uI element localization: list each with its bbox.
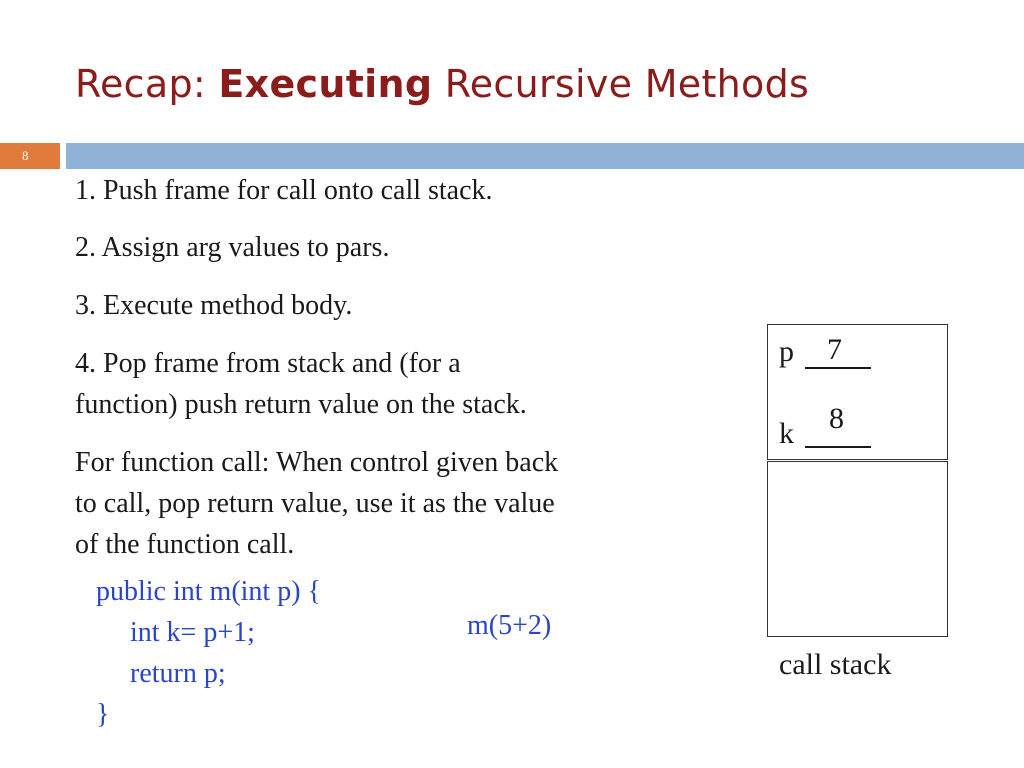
title-prefix: Recap: <box>75 62 206 106</box>
function-call-line-1: For function call: When control given back <box>75 447 559 478</box>
param-p-label: p <box>779 335 794 368</box>
code-line-3: return p; <box>130 658 226 689</box>
local-k-blank <box>805 446 871 448</box>
stack-frame <box>767 324 948 460</box>
call-stack-caption: call stack <box>779 648 892 681</box>
local-k-label: k <box>779 417 794 450</box>
param-p-value: 7 <box>827 333 842 366</box>
function-call-line-2: to call, pop return value, use it as the value <box>75 488 555 519</box>
slide-number: 8 <box>22 148 29 163</box>
step-4-line-1: 4. Pop frame from stack and (for a <box>75 348 461 379</box>
step-1: 1. Push frame for call onto call stack. <box>75 175 493 206</box>
step-4-line-2: function) push return value on the stack. <box>75 389 527 420</box>
method-call: m(5+2) <box>467 610 552 641</box>
local-k-value: 8 <box>829 402 844 435</box>
header-divider-bar <box>66 143 1024 169</box>
param-p-blank <box>805 367 871 369</box>
function-call-line-3: of the function call. <box>75 529 295 560</box>
code-line-4: } <box>96 699 110 730</box>
slide-title <box>75 62 809 106</box>
step-3: 3. Execute method body. <box>75 290 353 321</box>
code-line-2: int k= p+1; <box>130 617 255 648</box>
title-suffix: Recursive Methods <box>444 62 810 106</box>
step-2: 2. Assign arg values to pars. <box>75 232 390 263</box>
call-stack-box <box>767 461 948 637</box>
title-bold: Executing <box>218 62 433 106</box>
code-line-1: public int m(int p) { <box>96 576 321 607</box>
